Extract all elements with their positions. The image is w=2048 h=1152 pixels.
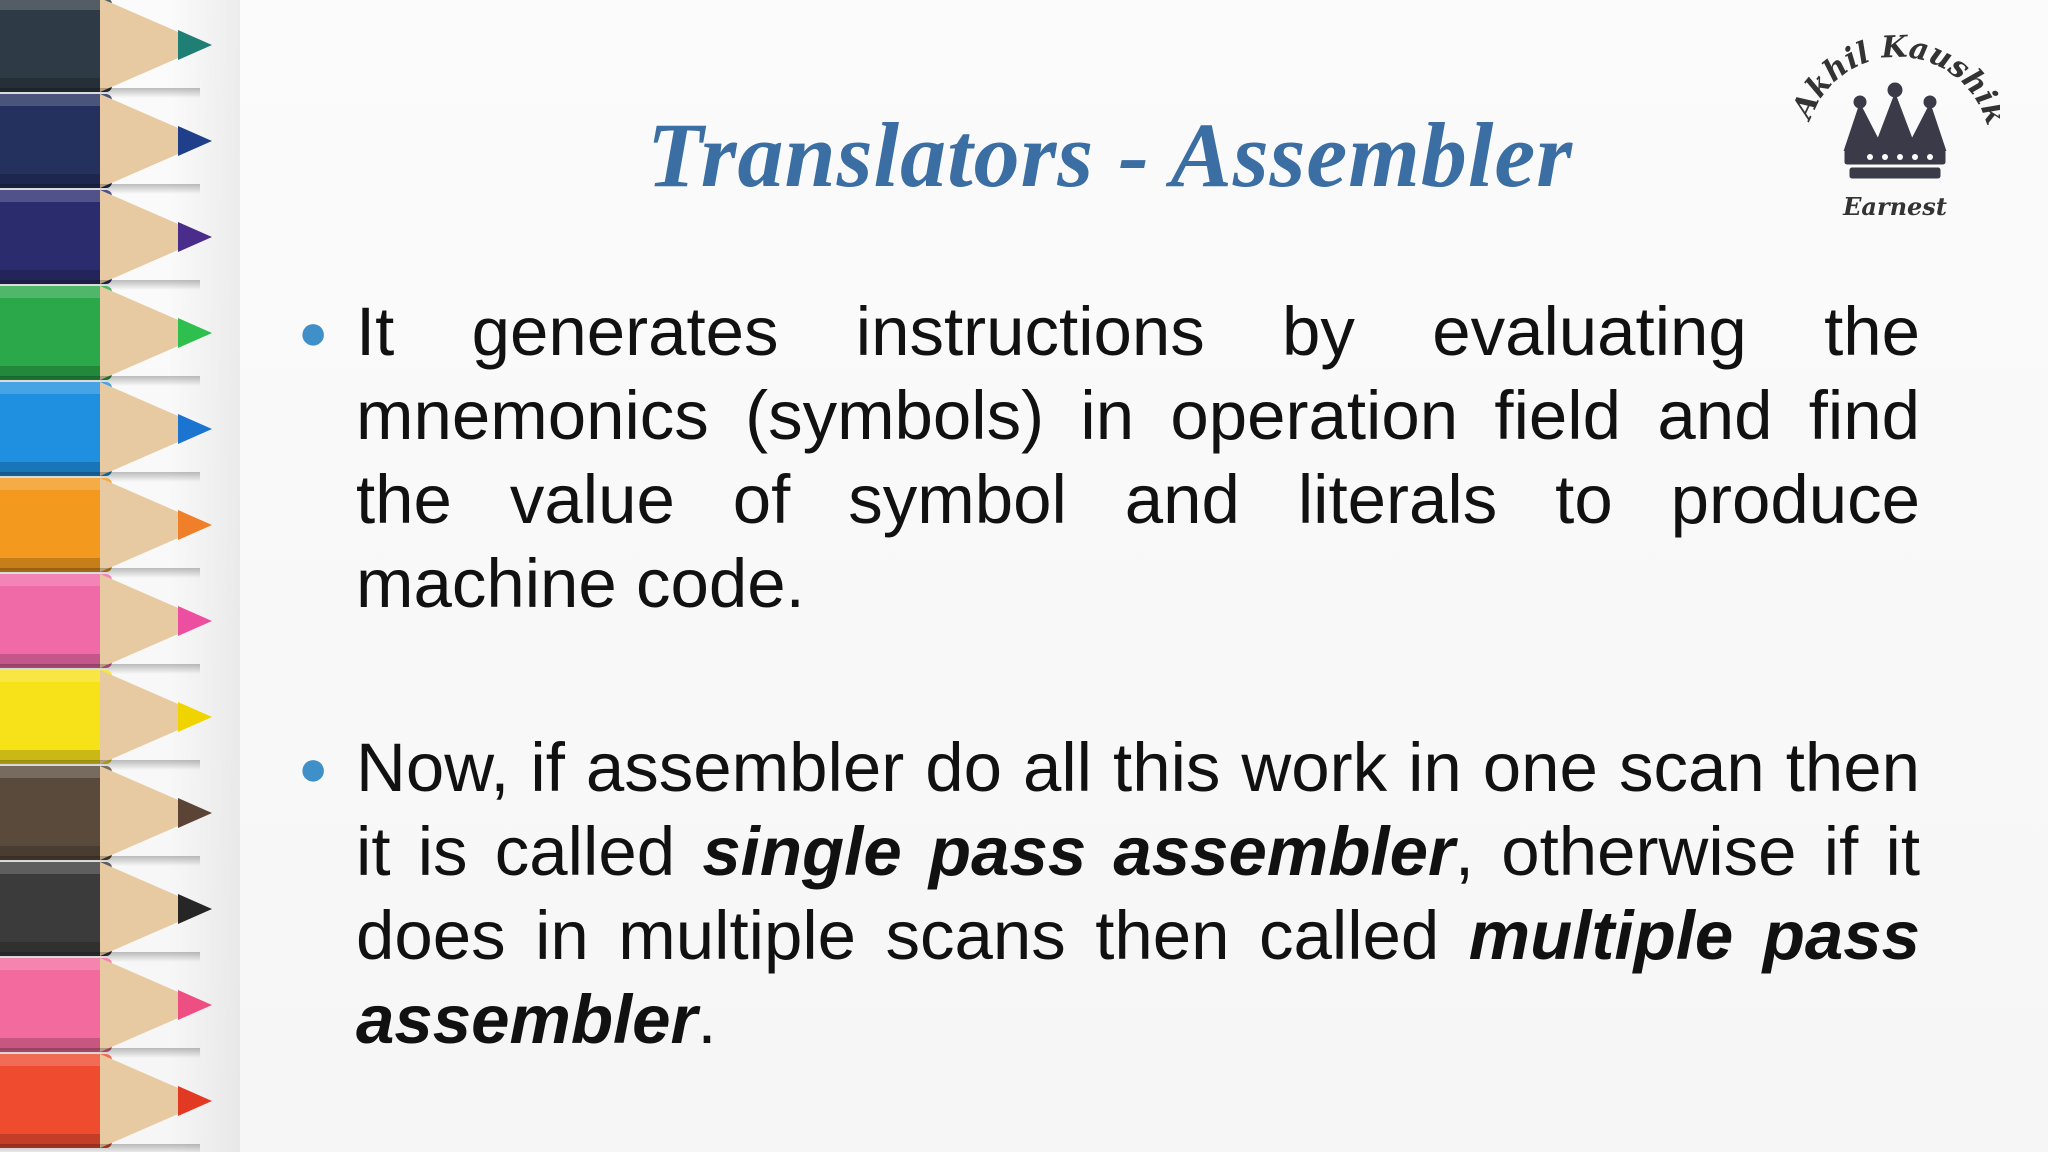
pencil-4: [0, 282, 240, 384]
pencil-5: [0, 378, 240, 480]
pencil-9: [0, 762, 240, 864]
logo-bottom-text: Earnest: [1843, 192, 1947, 221]
logo-top-text: khil Kaushi: [1798, 30, 2000, 112]
pencil-6: [0, 474, 240, 576]
slide-content: [290, 290, 1920, 1152]
single-pass-assembler-term: single pass assembler: [702, 813, 1455, 890]
bullet-item-1: [290, 290, 1920, 626]
pencil-12: [0, 1050, 240, 1152]
crown-logo-icon: [1790, 30, 2000, 240]
bullet-marker-icon: ●: [298, 740, 329, 796]
bullet-marker-icon: ●: [298, 304, 329, 360]
bullet-2-text-part-1: Now, if assembler do all this work in one scan then it is called: [356, 729, 1920, 890]
bullet-2-text-part-3: .: [697, 981, 717, 1058]
pencil-7: [0, 570, 240, 672]
akhil-kaushik-logo: [1790, 30, 2000, 240]
pencil-2: [0, 90, 240, 192]
bullet-1-text: It generates instructions by evaluating the mnemonics (symbols) in operation field and find the value of symbol and literals to produce machine code.: [356, 293, 1920, 622]
pencil-11: [0, 954, 240, 1056]
slide-title: Translators - Assembler: [646, 104, 1574, 206]
pencil-3: [0, 186, 240, 288]
pencil-8: [0, 666, 240, 768]
bullet-item-2: [290, 726, 1920, 1062]
bullet-2-text-part-2: , otherwise if it does in multiple scans then called: [356, 813, 1920, 974]
multiple-pass-assembler-term: multiple pass assembler: [356, 897, 1921, 1058]
pencil-border-decoration: [0, 0, 240, 1152]
pencil-1: [0, 0, 240, 96]
pencil-10: [0, 858, 240, 960]
